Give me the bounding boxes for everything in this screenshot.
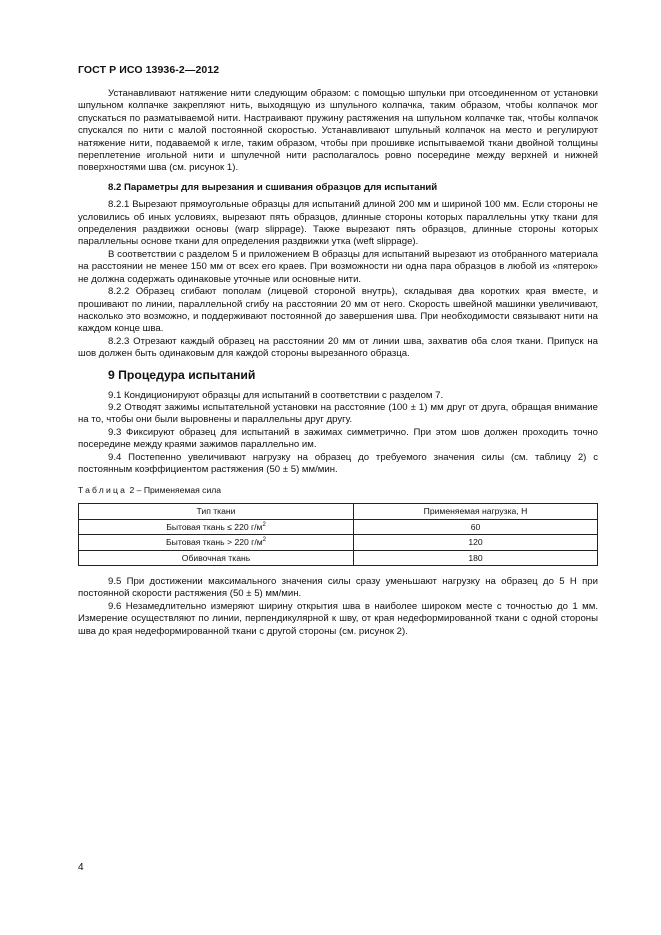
fabric-type-text: Бытовая ткань > 220 г/м <box>166 537 263 548</box>
table-caption-text: 2 – Применяемая сила <box>127 485 222 496</box>
paragraph-8-2-1: 8.2.1 Вырезают прямоугольные образцы для испытаний длиной 200 мм и шириной 100 мм. Если стороны не условились об иных условиях, вырезают пять образцов, длинные стороны которых параллельны утку ткани для определения раздвижки основы (warp slippage). Также вырезают пять образцов, длинные стороны которых параллельны основе ткани для определения раздвижки утка (weft slippage). <box>78 199 598 248</box>
table-row <box>79 535 598 550</box>
section-heading-9: 9 Процедура испытаний <box>108 367 256 382</box>
fabric-type-text: Бытовая ткань ≤ 220 г/м <box>166 521 263 532</box>
paragraph-9-3: 9.3 Фиксируют образец для испытаний в зажимах симметрично. При этом шов должен проходить точно посередине между краями зажимов параллельно им. <box>78 426 598 451</box>
paragraph-8-2-1-cont: В соответствии с разделом 5 и приложением В образцы для испытаний вырезают из отобранного материала на расстоянии не менее 150 мм от всех его краев. При возможности ни одна пара образцов в любой из «пятерок» не должна содержать одинаковые уточные или основные нити. <box>78 248 598 285</box>
unit-superscript: 2 <box>262 521 266 528</box>
table-cell-fabric-type <box>79 535 354 550</box>
table-applied-force <box>78 503 598 566</box>
paragraph-9-1: 9.1 Кондиционируют образцы для испытаний в соответствии с разделом 7. <box>108 389 444 401</box>
paragraph-8-2-2: 8.2.2 Образец сгибают пополам (лицевой стороной внутрь), складывая два коротких края вместе, и прошивают по линии, параллельной сгибу на расстоянии 20 мм от него. Скорость швейной машинки увеличивают, насколько это возможно, и поддерживают постоянной до завершения шва. При необходимости связывают нити на каждом конце шва. <box>78 286 598 335</box>
table-row <box>79 519 598 534</box>
spacer <box>78 566 598 576</box>
paragraph-9-6: 9.6 Незамедлительно измеряют ширину открытия шва в наиболее широком месте с точностью до 1 мм. Измерение осуществляют по линии, перпендикулярной к шву, от края недеформированной ткани с одной стороны шва до края недеформированной ткани с другой стороны (см. рисунок 2). <box>78 600 598 637</box>
table-row <box>79 550 598 565</box>
table-header-row <box>79 503 598 519</box>
subsection-heading-8-2: 8.2 Параметры для вырезания и сшивания образцов для испытаний <box>108 181 438 193</box>
paragraph-9-5: 9.5 При достижении максимального значения силы сразу уменьшают нагрузку на образец до 5 Н при постоянной скорости растяжения (50 ± 5) мм/мин. <box>78 576 598 600</box>
table-header-cell: Тип ткани <box>79 503 354 519</box>
paragraph-9-4: 9.4 Постепенно увеличивают нагрузку на образец до требуемого значения силы (см. таблицу 2) с постоянным коэффициентом растяжения (50 ± 5) мм/мин. <box>78 451 598 475</box>
paragraph-9-2: 9.2 Отводят зажимы испытательной установки на расстояние (100 ± 1) мм друг от друга, обращая внимание на то, чтобы они были выровнены и параллельны друг другу. <box>78 401 598 426</box>
page-content <box>78 88 598 638</box>
fabric-type-text: Обивочная ткань <box>181 552 251 563</box>
table-caption-label: Таблица <box>78 485 128 496</box>
page-number: 4 <box>78 862 84 873</box>
table-cell-load: 180 <box>354 550 598 565</box>
table-cell-fabric-type <box>79 550 354 565</box>
intro-paragraph: Устанавливают натяжение нити следующим образом: с помощью шпульки при отсоединенном от установки шпульном колпачке закрепляют нить, выходящую из шпульного колпачка, таким образом, чтобы колпачок мог спускаться по разматываемой нити. Настраивают пружину растяжения на шпульном колпачке так, чтобы колпачок спускался по нити с малой постоянной скоростью. Устанавливают шпульный колпачок на место и регулируют натяжение нити, подаваемой к игле, таким образом, чтобы при прошивке испытываемой ткани двойной толщины переплетение игольной нити и шпулечной нити располагалось ровно посередине между верхней и нижней поверхностями шва (см. рисунок 1). <box>78 88 598 174</box>
table-caption <box>78 484 598 496</box>
table-cell-load: 120 <box>354 535 598 550</box>
paragraph-8-2-3: 8.2.3 Отрезают каждый образец на расстоянии 20 мм от линии шва, захватив оба слоя ткани. Припуск на шов должен быть одинаковым для каждой стороны вырезанного образца. <box>78 335 598 360</box>
table-cell-fabric-type <box>79 519 354 534</box>
standard-header: ГОСТ Р ИСО 13936-2—2012 <box>78 64 220 76</box>
unit-superscript: 2 <box>262 537 266 544</box>
table-header-cell: Применяемая нагрузка, Н <box>354 503 598 519</box>
table-cell-load: 60 <box>354 519 598 534</box>
